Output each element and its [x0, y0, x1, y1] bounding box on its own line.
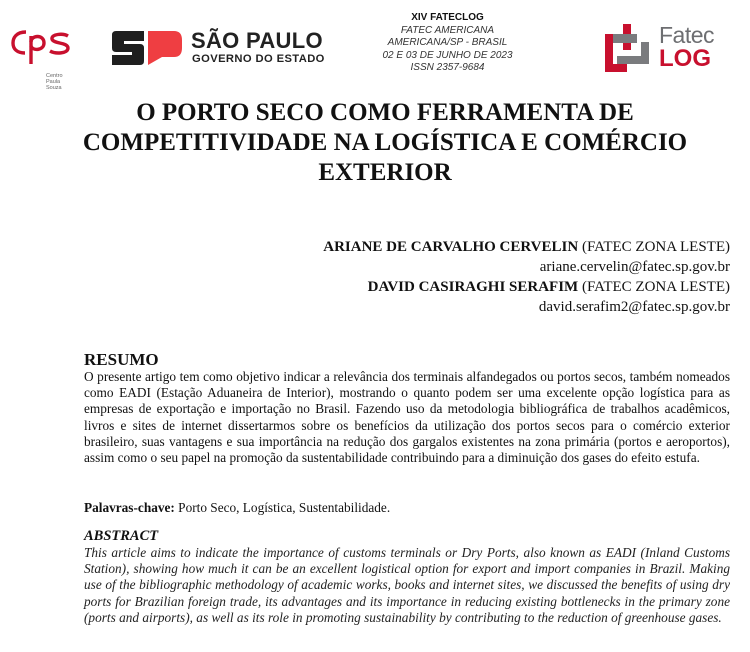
- paper-title: O PORTO SECO COMO FERRAMENTA DE COMPETITIVIDADE NA LOGÍSTICA E COMÉRCIO EXTERIOR: [82, 99, 688, 186]
- conference-info: [375, 12, 520, 75]
- sp-mark-icon: [110, 31, 182, 65]
- author-1: [323, 237, 730, 257]
- cps-subtitle: Centro Paula Souza: [46, 73, 63, 91]
- cps-logo-icon: [10, 24, 74, 68]
- conference-title: XIV FATECLOG: [411, 12, 484, 23]
- keywords-label: Palavras-chave:: [84, 500, 175, 515]
- author-list: [323, 237, 730, 317]
- conference-date: 02 E 03 DE JUNHO DE 2023: [382, 49, 513, 61]
- author-affiliation: (FATEC ZONA LESTE): [578, 239, 730, 255]
- keywords-value: Porto Seco, Logística, Sustentabilidade.: [174, 500, 391, 515]
- sao-paulo-subtitle: GOVERNO DO ESTADO: [192, 53, 325, 65]
- fatec-log-logo: [603, 24, 733, 74]
- fatec-log-line1: Fatec: [659, 22, 715, 48]
- abstract-heading: ABSTRACT: [84, 528, 159, 544]
- author-name: ARIANE DE CARVALHO CERVELIN: [323, 239, 579, 255]
- author-email[interactable]: ariane.cervelin@fatec.sp.gov.br: [539, 259, 730, 275]
- author-affiliation: (FATEC ZONA LESTE): [578, 279, 730, 295]
- conference-host: FATEC AMERICANA: [400, 24, 495, 36]
- resumo-text: O presente artigo tem como objetivo indicar a relevância dos terminais alfandegados ou portos secos, também nomeados como EADI (Estação Aduaneira de Interior), mostrando o quanto podem ser uma excelente opção logística para as empresas de exportação e importação no Brasil. Fazendo uso da metodologia bibliográfica de trabalhos acadêmicos, livros e sites de internet dissertarmos sobre os benefícios da utilização dos portos secos para o comércio exterior brasileiro, suas vantagens e sua importância na redução dos gargalos existentes na zona primária (portos e aeroportos), assim como o seu papel na promoção da sustentabilidade contribuindo para a diminuição dos gases do efeito estufa.: [84, 369, 730, 466]
- conference-location: AMERICANA/SP - BRASIL: [387, 37, 508, 48]
- sao-paulo-government-logo: [110, 29, 335, 67]
- page-header: [0, 0, 750, 90]
- fatec-log-mark-icon: [603, 24, 651, 74]
- author-2: [323, 277, 730, 297]
- resumo-heading: RESUMO: [84, 350, 159, 369]
- abstract-text: This article aims to indicate the importance of customs terminals or Dry Ports, also known as EADI (Inland Customs Station), showing how much it can be an excellent logistical option for export and import companies in Brazil. Making use of the bibliographic methodology of academic works, books and internet sites, we discussed the benefits of using dry ports for Brazilian foreign trade, its advantages and its importance in reducing existing bottlenecks in the primary zone (ports and airports), as well as its role in promoting sustainability by contributing to the reduction of greenhouse gases.: [84, 545, 730, 625]
- author-name: DAVID CASIRAGHI SERAFIM: [367, 279, 579, 295]
- fatec-log-line2: LOG: [659, 45, 711, 72]
- conference-issn: ISSN 2357-9684: [410, 62, 485, 73]
- keywords: [84, 500, 730, 516]
- author-email[interactable]: david.serafim2@fatec.sp.gov.br: [538, 299, 730, 315]
- cps-logo: [10, 24, 74, 91]
- sao-paulo-title: SÃO PAULO: [191, 28, 323, 53]
